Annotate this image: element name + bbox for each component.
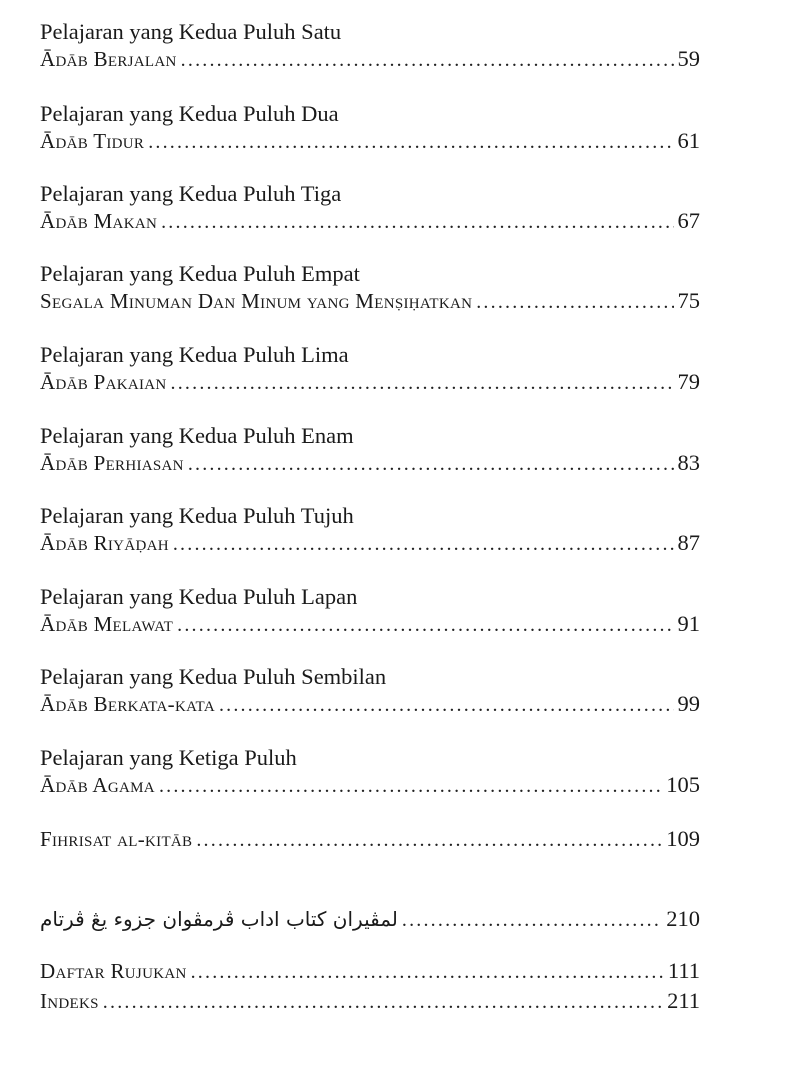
toc-entry-fihrisat (40, 826, 700, 852)
page-number: 79 (677, 369, 700, 394)
toc-entry-lesson-26 (40, 422, 700, 476)
dot-leader (103, 991, 663, 1014)
chapter-title: Ādāb Berjalan (40, 47, 177, 71)
chapter-title: Fihrisat al-kitāb (40, 827, 193, 851)
toc-entry-lesson-22 (40, 100, 700, 154)
dot-leader (173, 533, 674, 556)
toc-row (40, 691, 700, 717)
lesson-heading: Pelajaran yang Kedua Puluh Lapan (40, 584, 358, 609)
dot-leader (177, 614, 673, 637)
toc-entry-indeks (40, 988, 700, 1014)
toc-row (40, 826, 700, 852)
toc-row (40, 46, 700, 72)
lesson-heading: Pelajaran yang Kedua Puluh Dua (40, 101, 339, 126)
page-number: 61 (677, 128, 700, 153)
dot-leader (196, 829, 662, 852)
chapter-title: Ādāb Perhiasan (40, 451, 184, 475)
page-number: 59 (677, 46, 700, 71)
chapter-title: Segala Minuman Dan Minum yang Menṣiḥatkan (40, 289, 473, 313)
lesson-heading: Pelajaran yang Kedua Puluh Empat (40, 261, 360, 286)
toc-entry-lesson-28 (40, 583, 700, 637)
toc-entry-lesson-23 (40, 180, 700, 234)
chapter-title: Ādāb Tidur (40, 129, 145, 153)
toc-row (40, 369, 700, 395)
lesson-heading: Pelajaran yang Kedua Puluh Tiga (40, 181, 342, 206)
dot-leader (219, 694, 674, 717)
page-number: 91 (677, 611, 700, 636)
page-number: 111 (667, 958, 700, 983)
toc-entry-daftar-rujukan (40, 958, 700, 984)
lesson-heading: Pelajaran yang Kedua Puluh Tujuh (40, 503, 354, 528)
toc-entry-lesson-25 (40, 341, 700, 395)
toc-entry-lesson-29 (40, 663, 700, 717)
page-number: 67 (677, 208, 700, 233)
toc-entry-lesson-21 (40, 18, 700, 72)
page-number: 211 (667, 988, 700, 1013)
dot-leader (148, 131, 673, 154)
dot-leader (181, 49, 674, 72)
toc-entry-lesson-30 (40, 744, 700, 798)
toc-row (40, 988, 700, 1014)
toc-row (40, 958, 700, 984)
page-number: 210 (666, 906, 700, 931)
page-number: 83 (677, 450, 700, 475)
toc-row (40, 530, 700, 556)
chapter-title: Ādāb Berkata-kata (40, 692, 215, 716)
dot-leader (191, 961, 664, 984)
toc-entry-lampiran (40, 906, 700, 932)
chapter-title: Ādāb Riyāḍah (40, 531, 169, 555)
dot-leader (476, 291, 673, 314)
dot-leader (188, 453, 674, 476)
dot-leader (161, 211, 673, 234)
page-number: 105 (666, 772, 700, 797)
toc-row (40, 906, 700, 932)
chapter-title: Indeks (40, 989, 99, 1013)
dot-leader (402, 909, 662, 932)
dot-leader (171, 372, 674, 395)
lesson-heading: Pelajaran yang Kedua Puluh Enam (40, 423, 354, 448)
toc-row (40, 128, 700, 154)
chapter-title-arabic: لمڤيران كتاب اداب ڤرمڤوان جزوء يڠ ڤرتام (40, 907, 398, 931)
toc-entry-lesson-27 (40, 502, 700, 556)
lesson-heading: Pelajaran yang Kedua Puluh Sembilan (40, 664, 387, 689)
page-number: 87 (677, 530, 700, 555)
chapter-title: Ādāb Makan (40, 209, 158, 233)
chapter-title: Ādāb Pakaian (40, 370, 167, 394)
page-number: 75 (677, 288, 700, 313)
toc-row (40, 450, 700, 476)
dot-leader (159, 775, 662, 798)
chapter-title: Ādāb Melawat (40, 612, 174, 636)
toc-row (40, 288, 700, 314)
lesson-heading: Pelajaran yang Kedua Puluh Lima (40, 342, 349, 367)
lesson-heading: Pelajaran yang Kedua Puluh Satu (40, 19, 342, 44)
toc-row (40, 208, 700, 234)
toc-row (40, 772, 700, 798)
toc-row (40, 611, 700, 637)
page-number: 99 (677, 691, 700, 716)
chapter-title: Daftar Rujukan (40, 959, 187, 983)
lesson-heading: Pelajaran yang Ketiga Puluh (40, 745, 297, 770)
page-number: 109 (666, 826, 700, 851)
toc-entry-lesson-24 (40, 260, 700, 314)
chapter-title: Ādāb Agama (40, 773, 155, 797)
